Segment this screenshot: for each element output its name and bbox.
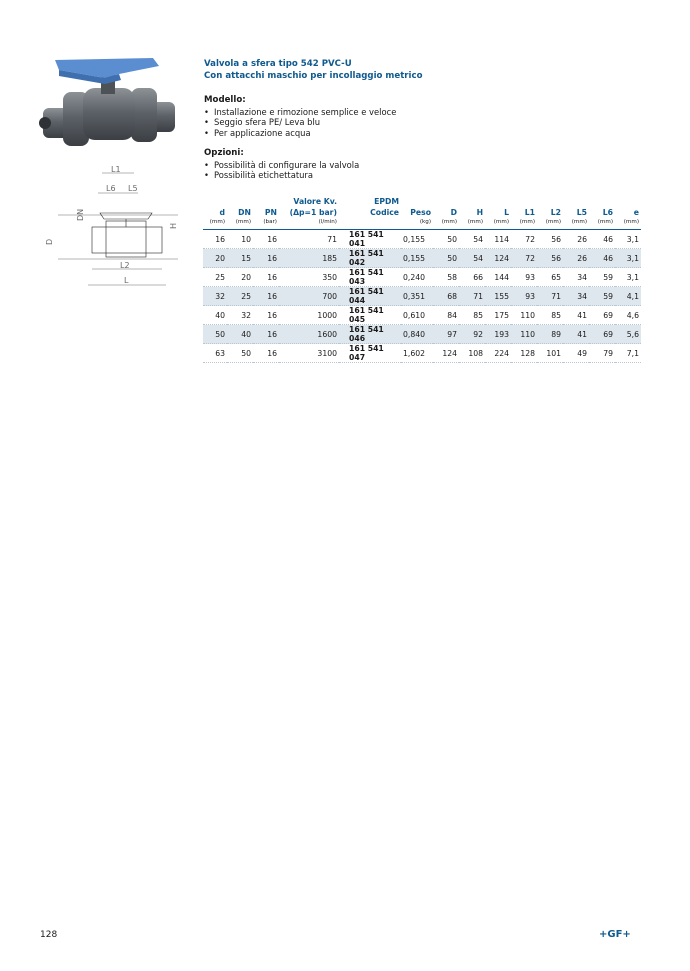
table-cell: 58 <box>433 268 459 287</box>
label-D: D <box>45 238 54 245</box>
table-cell: 54 <box>459 230 485 249</box>
column-unit <box>339 218 401 230</box>
table-cell: 1000 <box>279 306 339 325</box>
label-L2: L2 <box>120 261 130 270</box>
table-cell: 40 <box>203 306 227 325</box>
table-cell: 72 <box>511 230 537 249</box>
table-cell: 16 <box>253 287 279 306</box>
column-unit: (mm) <box>615 218 641 230</box>
table-row <box>203 306 641 325</box>
opzioni-heading: Opzioni: <box>204 148 244 158</box>
table-cell: 10 <box>227 230 253 249</box>
table-cell: 0,840 <box>401 325 433 344</box>
table-cell: 79 <box>589 344 615 363</box>
table-cell: 25 <box>227 287 253 306</box>
title-line-1: Valvola a sfera tipo 542 PVC-U <box>204 59 352 69</box>
table-cell: 7,1 <box>615 344 641 363</box>
table-cell: 144 <box>485 268 511 287</box>
table-cell: 32 <box>203 287 227 306</box>
table-cell: 101 <box>537 344 563 363</box>
column-header: Peso <box>410 208 431 217</box>
table-cell: 34 <box>563 268 589 287</box>
table-cell: 161 541 047 <box>339 344 401 363</box>
column-header: L1 <box>524 208 535 217</box>
table-cell: 40 <box>227 325 253 344</box>
column-unit: (mm) <box>203 218 227 230</box>
table-cell: 85 <box>537 306 563 325</box>
modello-item: • Installazione e rimozione semplice e veloce <box>204 107 396 118</box>
table-cell: 69 <box>589 306 615 325</box>
table-cell: 54 <box>459 249 485 268</box>
table-cell: 68 <box>433 287 459 306</box>
table-cell: 110 <box>511 306 537 325</box>
table-cell: 20 <box>227 268 253 287</box>
table-cell: 161 541 043 <box>339 268 401 287</box>
modello-heading: Modello: <box>204 95 246 105</box>
column-unit: (mm) <box>227 218 253 230</box>
table-cell: 93 <box>511 268 537 287</box>
column-header: PN <box>264 208 277 217</box>
table-cell: 16 <box>253 249 279 268</box>
column-unit: (kg) <box>401 218 433 230</box>
table-cell: 185 <box>279 249 339 268</box>
column-header: L <box>504 208 509 217</box>
table-row <box>203 249 641 268</box>
table-cell: 0,155 <box>401 230 433 249</box>
spec-table <box>203 196 641 363</box>
table-cell: 71 <box>279 230 339 249</box>
table-cell: 63 <box>203 344 227 363</box>
table-cell: 85 <box>459 306 485 325</box>
table-cell: 41 <box>563 306 589 325</box>
column-header: L2 <box>550 208 561 217</box>
column-unit: (mm) <box>589 218 615 230</box>
table-cell: 32 <box>227 306 253 325</box>
opzioni-item: • Possibilità di configurare la valvola <box>204 160 359 171</box>
table-cell: 84 <box>433 306 459 325</box>
table-cell: 3100 <box>279 344 339 363</box>
table-cell: 93 <box>511 287 537 306</box>
table-cell: 25 <box>203 268 227 287</box>
table-cell: 4,6 <box>615 306 641 325</box>
modello-item: • Per applicazione acqua <box>204 128 396 139</box>
table-cell: 161 541 044 <box>339 287 401 306</box>
column-unit: (l/min) <box>279 218 339 230</box>
table-cell: 46 <box>589 230 615 249</box>
table-row <box>203 268 641 287</box>
table-cell: 15 <box>227 249 253 268</box>
table-cell: 49 <box>563 344 589 363</box>
table-cell: 3,1 <box>615 230 641 249</box>
table-cell: 114 <box>485 230 511 249</box>
table-cell: 161 541 046 <box>339 325 401 344</box>
table-cell: 4,1 <box>615 287 641 306</box>
table-cell: 161 541 045 <box>339 306 401 325</box>
table-cell: 161 541 042 <box>339 249 401 268</box>
table-cell: 56 <box>537 230 563 249</box>
column-header: EPDM Codice <box>370 197 399 217</box>
table-cell: 41 <box>563 325 589 344</box>
table-row <box>203 325 641 344</box>
dimension-drawing <box>38 165 188 295</box>
opzioni-item: • Possibilità etichettatura <box>204 170 359 181</box>
column-header: Valore Kv. (Δp=1 bar) <box>289 197 337 217</box>
table-cell: 34 <box>563 287 589 306</box>
column-unit: (mm) <box>433 218 459 230</box>
page-number: 128 <box>40 930 58 940</box>
table-cell: 26 <box>563 230 589 249</box>
table-cell: 3,1 <box>615 249 641 268</box>
table-cell: 89 <box>537 325 563 344</box>
gf-logo: +GF+ <box>599 929 631 940</box>
table-cell: 69 <box>589 325 615 344</box>
table-cell: 0,610 <box>401 306 433 325</box>
table-cell: 108 <box>459 344 485 363</box>
table-cell: 1600 <box>279 325 339 344</box>
table-cell: 66 <box>459 268 485 287</box>
label-H: H <box>169 222 178 229</box>
table-cell: 20 <box>203 249 227 268</box>
opzioni-section <box>204 148 359 181</box>
column-unit: (mm) <box>459 218 485 230</box>
table-cell: 16 <box>253 325 279 344</box>
table-cell: 16 <box>253 344 279 363</box>
table-cell: 0,155 <box>401 249 433 268</box>
table-cell: 0,240 <box>401 268 433 287</box>
table-cell: 155 <box>485 287 511 306</box>
table-cell: 97 <box>433 325 459 344</box>
column-header: H <box>476 208 483 217</box>
table-cell: 16 <box>253 230 279 249</box>
label-DN: DN <box>76 208 85 221</box>
table-cell: 50 <box>203 325 227 344</box>
column-header: L5 <box>576 208 587 217</box>
table-cell: 3,1 <box>615 268 641 287</box>
column-unit: (mm) <box>511 218 537 230</box>
table-cell: 0,351 <box>401 287 433 306</box>
table-cell: 1,602 <box>401 344 433 363</box>
table-row <box>203 344 641 363</box>
column-header: e <box>633 208 639 217</box>
table-cell: 71 <box>537 287 563 306</box>
label-L: L <box>124 276 129 285</box>
table-cell: 5,6 <box>615 325 641 344</box>
column-header: D <box>450 208 457 217</box>
table-cell: 50 <box>227 344 253 363</box>
column-header: d <box>219 208 225 217</box>
column-unit: (mm) <box>485 218 511 230</box>
table-cell: 72 <box>511 249 537 268</box>
table-cell: 26 <box>563 249 589 268</box>
table-cell: 700 <box>279 287 339 306</box>
table-cell: 124 <box>433 344 459 363</box>
table-cell: 16 <box>253 268 279 287</box>
table-cell: 16 <box>203 230 227 249</box>
modello-item: • Seggio sfera PE/ Leva blu <box>204 117 396 128</box>
table-cell: 50 <box>433 249 459 268</box>
table-cell: 92 <box>459 325 485 344</box>
table-cell: 128 <box>511 344 537 363</box>
table-cell: 50 <box>433 230 459 249</box>
modello-section <box>204 95 396 138</box>
label-L1: L1 <box>111 165 121 174</box>
table-cell: 193 <box>485 325 511 344</box>
column-header: DN <box>238 208 251 217</box>
label-L6: L6 <box>106 184 116 193</box>
column-unit: (mm) <box>563 218 589 230</box>
table-row <box>203 287 641 306</box>
table-cell: 175 <box>485 306 511 325</box>
valve-photo <box>35 50 185 158</box>
column-unit: (bar) <box>253 218 279 230</box>
table-cell: 16 <box>253 306 279 325</box>
table-cell: 124 <box>485 249 511 268</box>
table-cell: 110 <box>511 325 537 344</box>
table-cell: 350 <box>279 268 339 287</box>
table-cell: 56 <box>537 249 563 268</box>
table-cell: 59 <box>589 287 615 306</box>
table-cell: 71 <box>459 287 485 306</box>
label-L5: L5 <box>128 184 138 193</box>
table-cell: 59 <box>589 268 615 287</box>
table-row <box>203 230 641 249</box>
title-line-2: Con attacchi maschio per incollaggio metrico <box>204 71 423 81</box>
product-title <box>204 58 422 82</box>
table-cell: 161 541 041 <box>339 230 401 249</box>
table-cell: 224 <box>485 344 511 363</box>
column-header: L6 <box>602 208 613 217</box>
column-unit: (mm) <box>537 218 563 230</box>
table-cell: 46 <box>589 249 615 268</box>
table-cell: 65 <box>537 268 563 287</box>
